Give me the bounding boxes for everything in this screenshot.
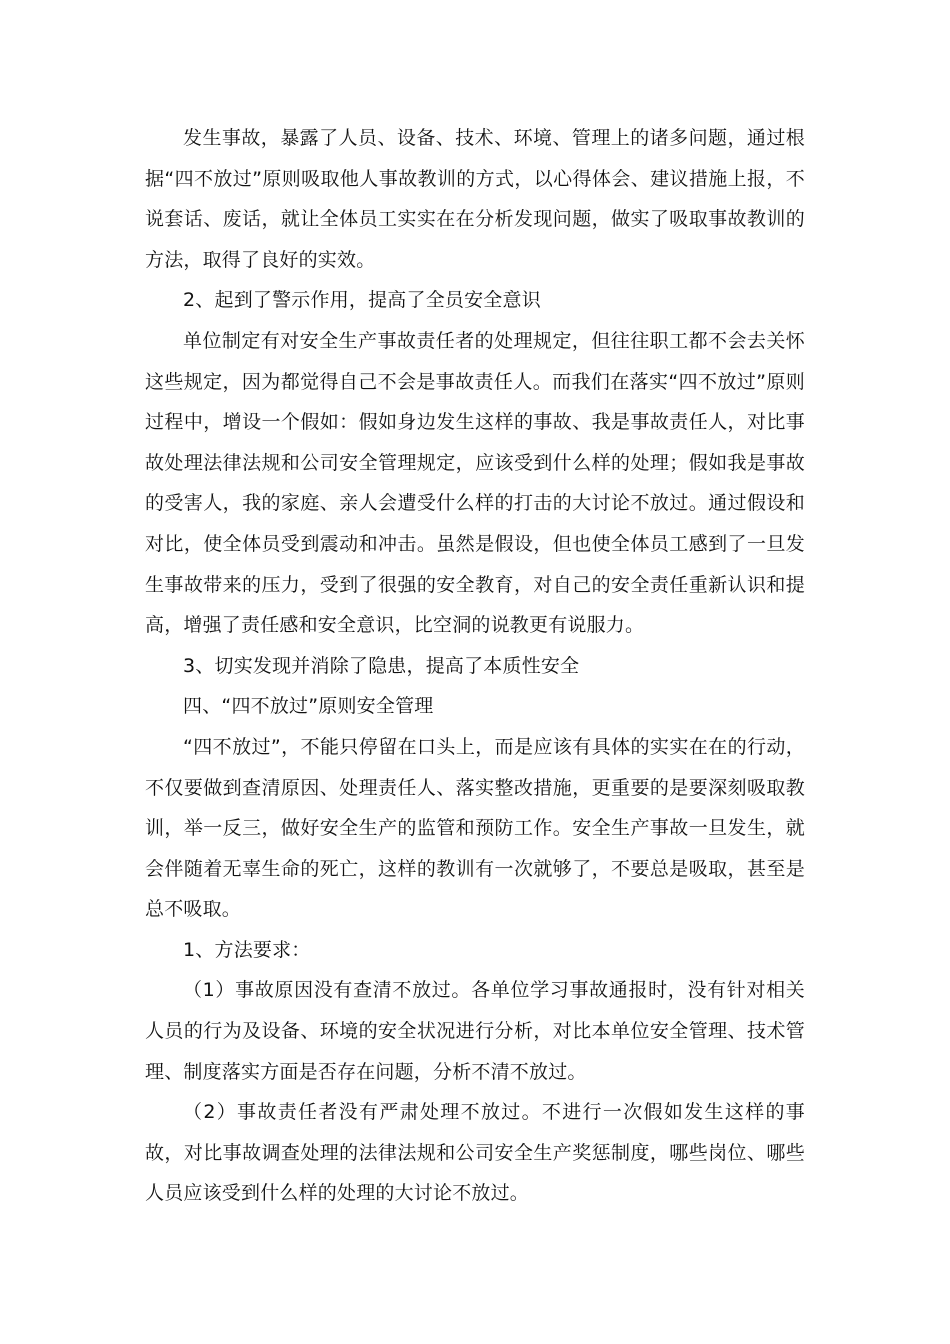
paragraph-responsibility-hypothesis: 单位制定有对安全生产事故责任者的处理规定，但往往职工都不会去关怀这些规定，因为都觉得自己不会是事故责任人。而我们在落实“四不放过”原则过程中，增设一个假如：假如身边发生这样的事故、我是事故责任人，对比事故处理法律法规和公司安全管理规定，应该受到什么样的处理；假如我是事故的受害人，我的家庭、亲人会遭受什么样的打击的大讨论不放过。通过假设和对比，使全体员受到震动和冲击。虽然是假设，但也使全体员工感到了一旦发生事故带来的压力，受到了很强的安全教育，对自己的安全责任重新认识和提高，增强了责任感和安全意识，比空洞的说教更有说服力。 bbox=[145, 329, 805, 637]
paragraph-requirement-cause: （1）事故原因没有查清不放过。各单位学习事故通报时，没有针对相关人员的行为及设备、环境的安全状况进行分析，对比本单位安全管理、技术管理、制度落实方面是否存在问题，分析不清不放过。 bbox=[145, 979, 805, 1083]
paragraph-accident-lessons: 发生事故，暴露了人员、设备、技术、环境、管理上的诸多问题，通过根据“四不放过”原则吸取他人事故教训的方式，以心得体会、建议措施上报，不说套话、废话，就让全体员工实实在在分析发现问题，做实了吸取事故教训的方法，取得了良好的实效。 bbox=[145, 127, 805, 271]
heading-method-requirements: 1、方法要求： bbox=[183, 938, 311, 961]
heading-eliminate-hazards: 3、切实发现并消除了隐患，提高了本质性安全 bbox=[183, 654, 580, 677]
heading-warning-effect: 2、起到了警示作用，提高了全员安全意识 bbox=[183, 289, 541, 312]
paragraph-four-not-let-go-action: “四不放过”，不能只停留在口头上，而是应该有具体的实实在在的行动，不仅要做到查清原因、处理责任人、落实整改措施，更重要的是要深刻吸取教训，举一反三，做好安全生产的监管和预防工作。安全生产事故一旦发生，就会伴随着无辜生命的死亡，这样的教训有一次就够了，不要总是吸取，甚至是总不吸取。 bbox=[145, 735, 805, 921]
heading-four-not-let-go-management: 四、“四不放过”原则安全管理 bbox=[183, 695, 434, 718]
paragraph-requirement-responsibility: （2）事故责任者没有严肃处理不放过。不进行一次假如发生这样的事故，对比事故调查处理的法律法规和公司安全生产奖惩制度，哪些岗位、哪些人员应该受到什么样的处理的大讨论不放过。 bbox=[145, 1101, 805, 1205]
document-body bbox=[145, 118, 805, 1214]
